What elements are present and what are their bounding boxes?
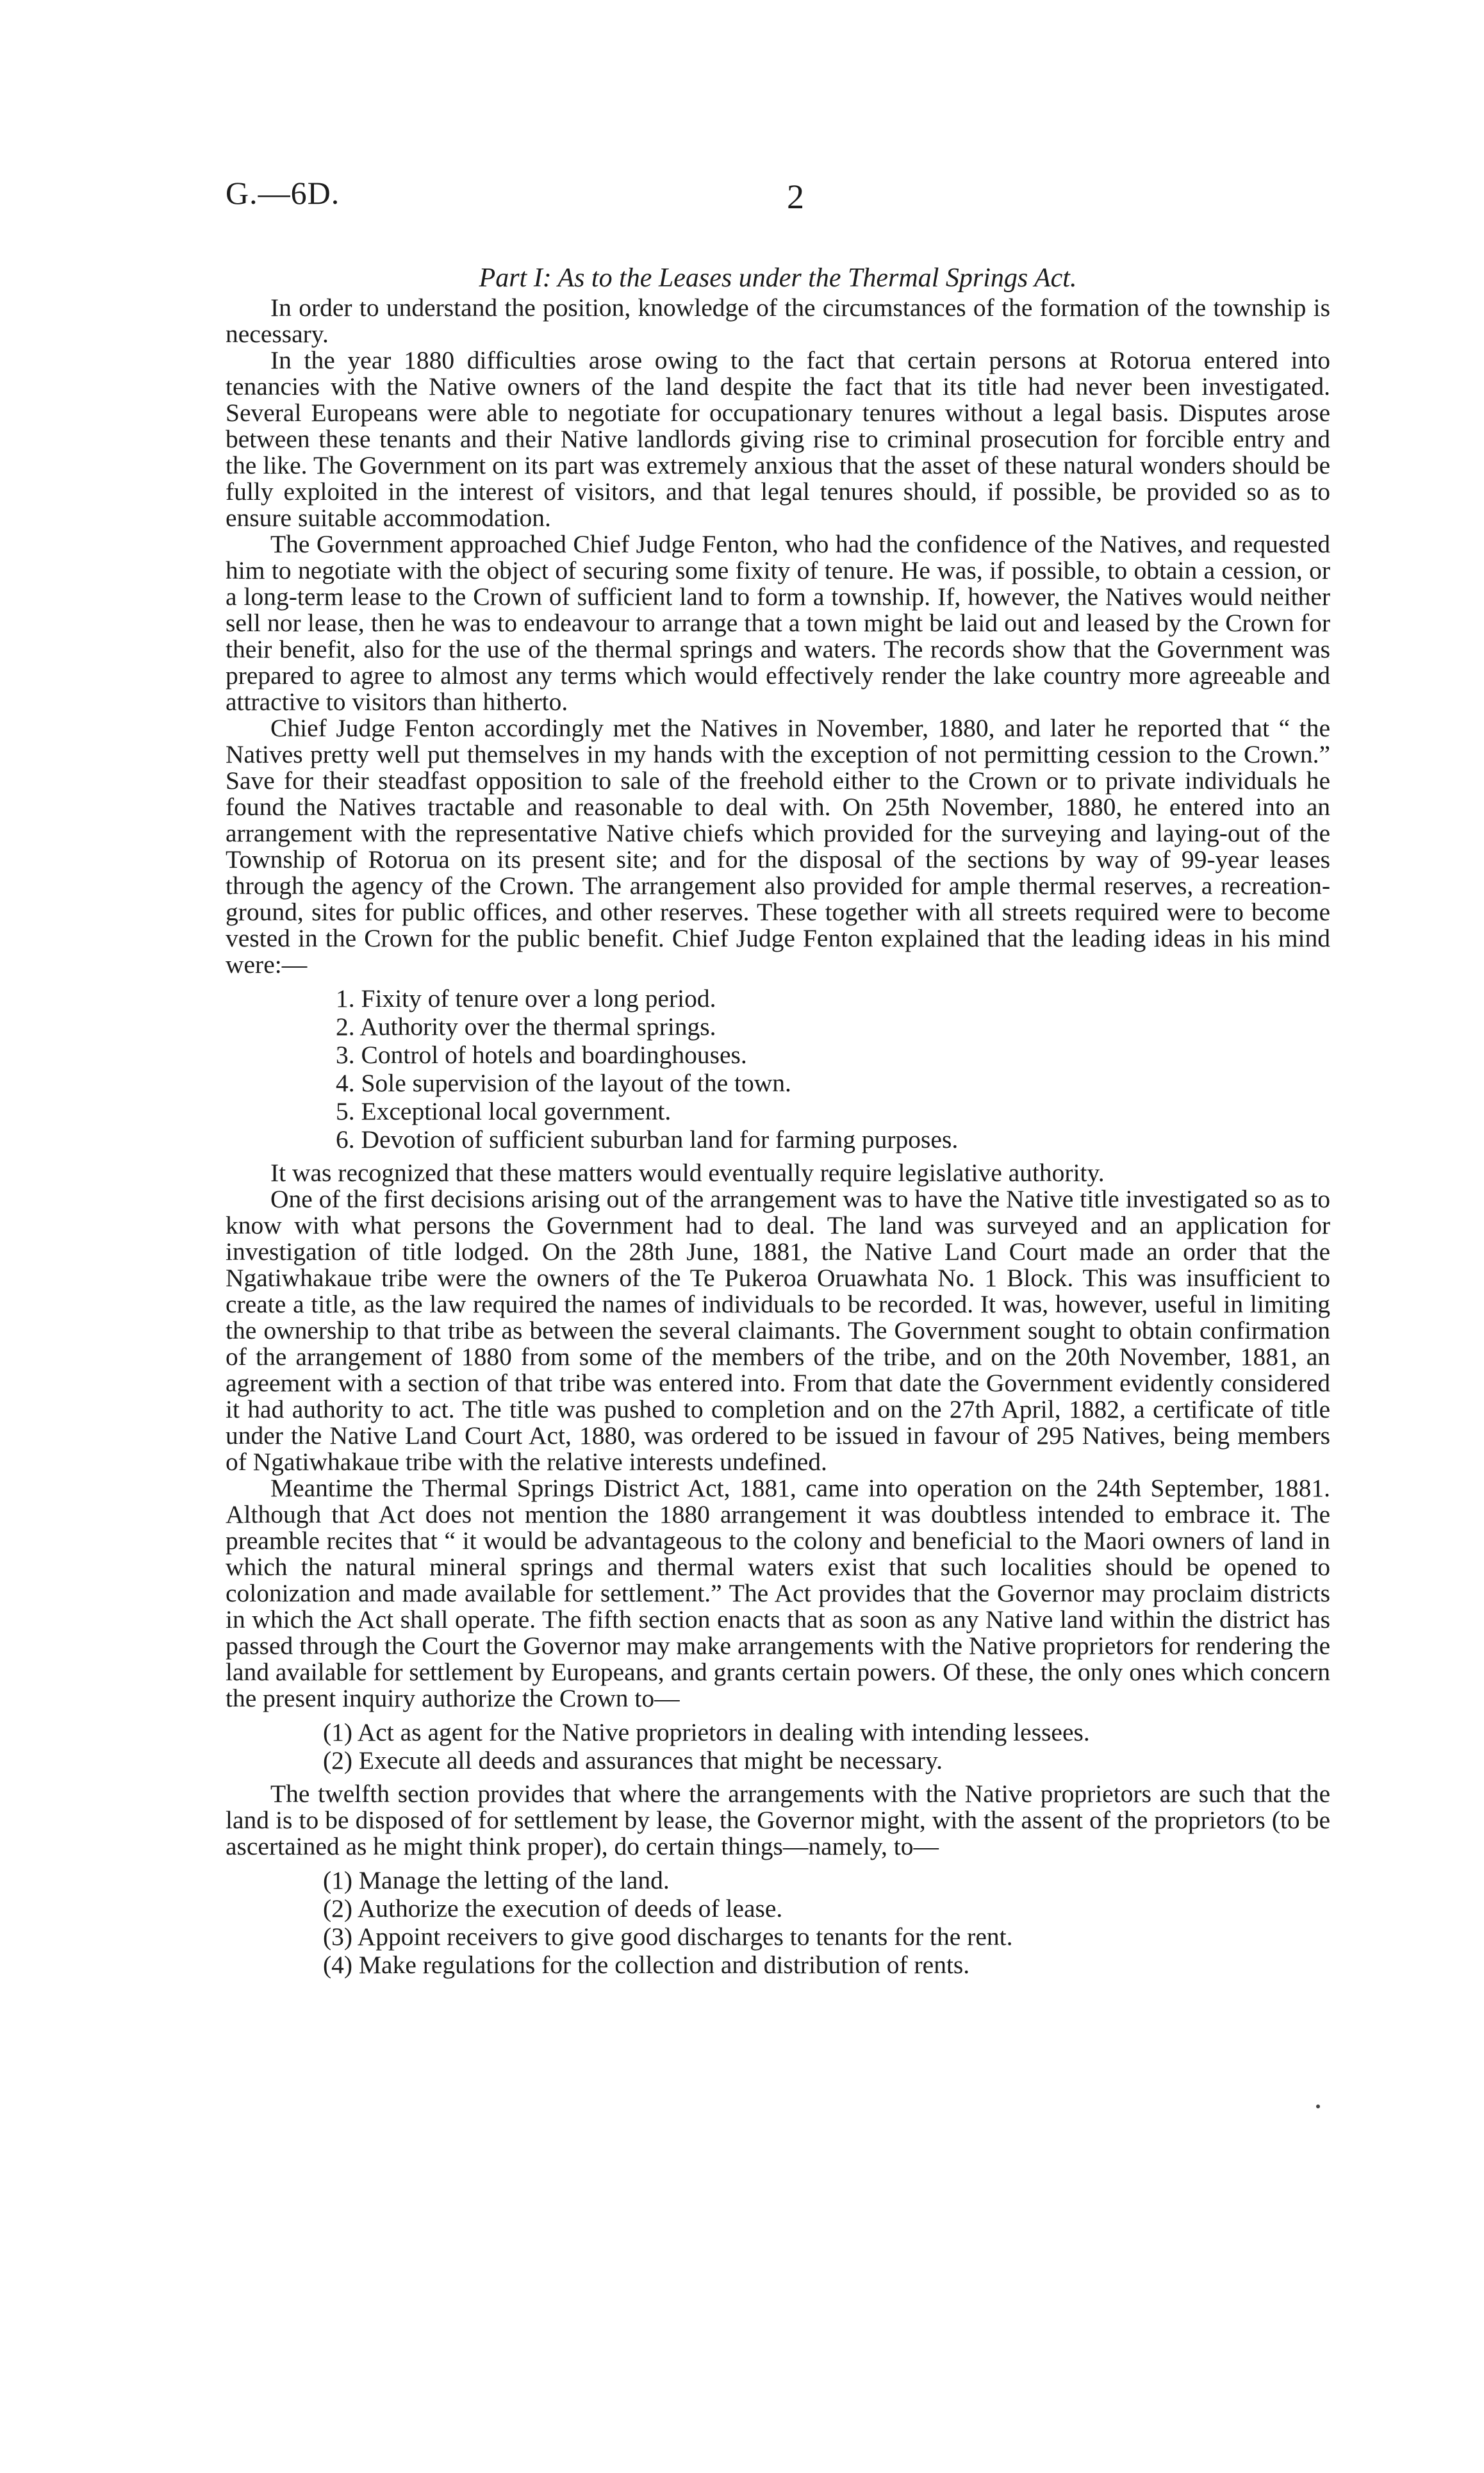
paragraph: The twelfth section provides that where the arrangements with the Native proprietors are such that the land is to be disposed of for settlement by lease, the Governor might, with the assent of the proprietors (to be ascertained as he might think proper), do certain things—namely, to— [226,1780,1330,1860]
list-item: 6. Devotion of sufficient suburban land for farming purposes. [336,1125,959,1154]
list-item: (4) Make regulations for the collection and distribution of rents. [323,1951,970,1979]
document-reference: G.—6D. [226,175,340,211]
paragraph: One of the first decisions arising out of the arrangement was to have the Native title investigated so as to know with what persons the Government had to deal. The land was surveyed and an application for investigation of title lodged. On the 28th June, 1881, the Native Land Court made an order that the Ngatiwhakaue tribe were the owners of the Te Pukeroa Oruawhata No. 1 Block. This was insufficient to create a title, as the law required the names of individuals to be recorded. It was, however, useful in limiting the ownership to that tribe as between the several claimants. The Government sought to obtain confirmation of the arrangement of 1880 from some of the members of the tribe, and on the 20th November, 1881, an agreement with a section of that tribe was entered into. From that date the Government evidently considered it had authority to act. The title was pushed to completion and on the 27th April, 1882, a certificate of title under the Native Land Court Act, 1880, was ordered to be issued in favour of 295 Natives, being members of Ngatiwhakaue tribe with the relative interests undefined. [226,1185,1330,1476]
list-item: 4. Sole supervision of the layout of the town. [336,1069,791,1097]
list-item: (1) Manage the letting of the land. [323,1866,670,1894]
paragraph: In order to understand the position, knowledge of the circumstances of the formation of the township is necessary. [226,294,1330,348]
list-item: (2) Execute all deeds and assurances that might be necessary. [323,1746,943,1774]
paragraph: In the year 1880 difficulties arose owing to the fact that certain persons at Rotorua entered into tenancies with the Native owners of the land despite the fact that its title had never been investigated. Several Europeans were able to negotiate for occupationary tenures without a legal basis. Disputes arose between these tenants and their Native landlords giving rise to criminal prosecution for forcible entry and the like. The Government on its part was extremely anxious that the asset of these natural wonders should be fully exploited in the interest of visitors, and that legal tenures should, if possible, be provided so as to ensure suitable accommodation. [226,346,1330,532]
list-item: (1) Act as agent for the Native proprietors in dealing with intending lessees. [323,1718,1090,1746]
body-text [226,261,1330,1985]
list-item: 1. Fixity of tenure over a long period. [336,984,716,1013]
crown-powers-list [226,1718,1330,1774]
governor-things-list [226,1866,1330,1979]
paragraph: Meantime the Thermal Springs District Act, 1881, came into operation on the 24th September, 1881. Although that Act does not mention the 1880 arrangement it was doubtless intended to embrace it. The preamble recites that “ it would be advantageous to the colony and beneficial to the Maori owners of land in which the natural mineral springs and thermal waters exist that such localities should be opened to colonization and made available for settlement.” The Act provides that the Governor may proclaim districts in which the Act shall operate. The fifth section enacts that as soon as any Native land within the district has passed through the Court the Governor may make arrangements with the Native proprietors for rendering the land available for settlement by Europeans, and grants certain powers. Of these, the only ones which concern the present inquiry authorize the Crown to— [226,1474,1330,1712]
section-heading: Part I: As to the Leases under the Thermal Springs Act. [479,263,1077,293]
list-item: 5. Exceptional local government. [336,1097,672,1125]
list-item: (2) Authorize the execution of deeds of lease. [323,1894,783,1923]
page-number: 2 [787,178,804,216]
list-item: (3) Appoint receivers to give good discharges to tenants for the rent. [323,1923,1013,1951]
paragraph: Chief Judge Fenton accordingly met the Natives in November, 1880, and later he reported that “ the Natives pretty well put themselves in my hands with the exception of not permitting cession to the Crown.” Save for their steadfast opposition to sale of the freehold either to the Crown or to private individuals he found the Natives tractable and reasonable to deal with. On 25th November, 1880, he entered into an arrangement with the representative Native chiefs which provided for the surveying and laying-out of the Township of Rotorua on its present site; and for the disposal of the sections by way of 99-year leases through the agency of the Crown. The arrangement also provided for ample thermal reserves, a recreation-ground, sites for public offices, and other reserves. These together with all streets required were to become vested in the Crown for the public benefit. Chief Judge Fenton explained that the leading ideas in his mind were:— [226,714,1330,979]
paragraph: It was recognized that these matters would eventually require legislative authority. [270,1159,1105,1187]
leading-ideas-list [226,984,1330,1154]
list-item: 2. Authority over the thermal springs. [336,1013,716,1041]
print-speck [1316,2105,1320,2108]
paragraph: The Government approached Chief Judge Fenton, who had the confidence of the Natives, and requested him to negotiate with the object of securing some fixity of tenure. He was, if possible, to obtain a cession, or a long-term lease to the Crown of sufficient land to form a township. If, however, the Natives would neither sell nor lease, then he was to endeavour to arrange that a town might be laid out and leased by the Crown for their benefit, also for the use of the thermal springs and waters. The records show that the Government was prepared to agree to almost any terms which would effectively render the lake country more agreeable and attractive to visitors than hitherto. [226,530,1330,716]
list-item: 3. Control of hotels and boardinghouses. [336,1041,747,1069]
